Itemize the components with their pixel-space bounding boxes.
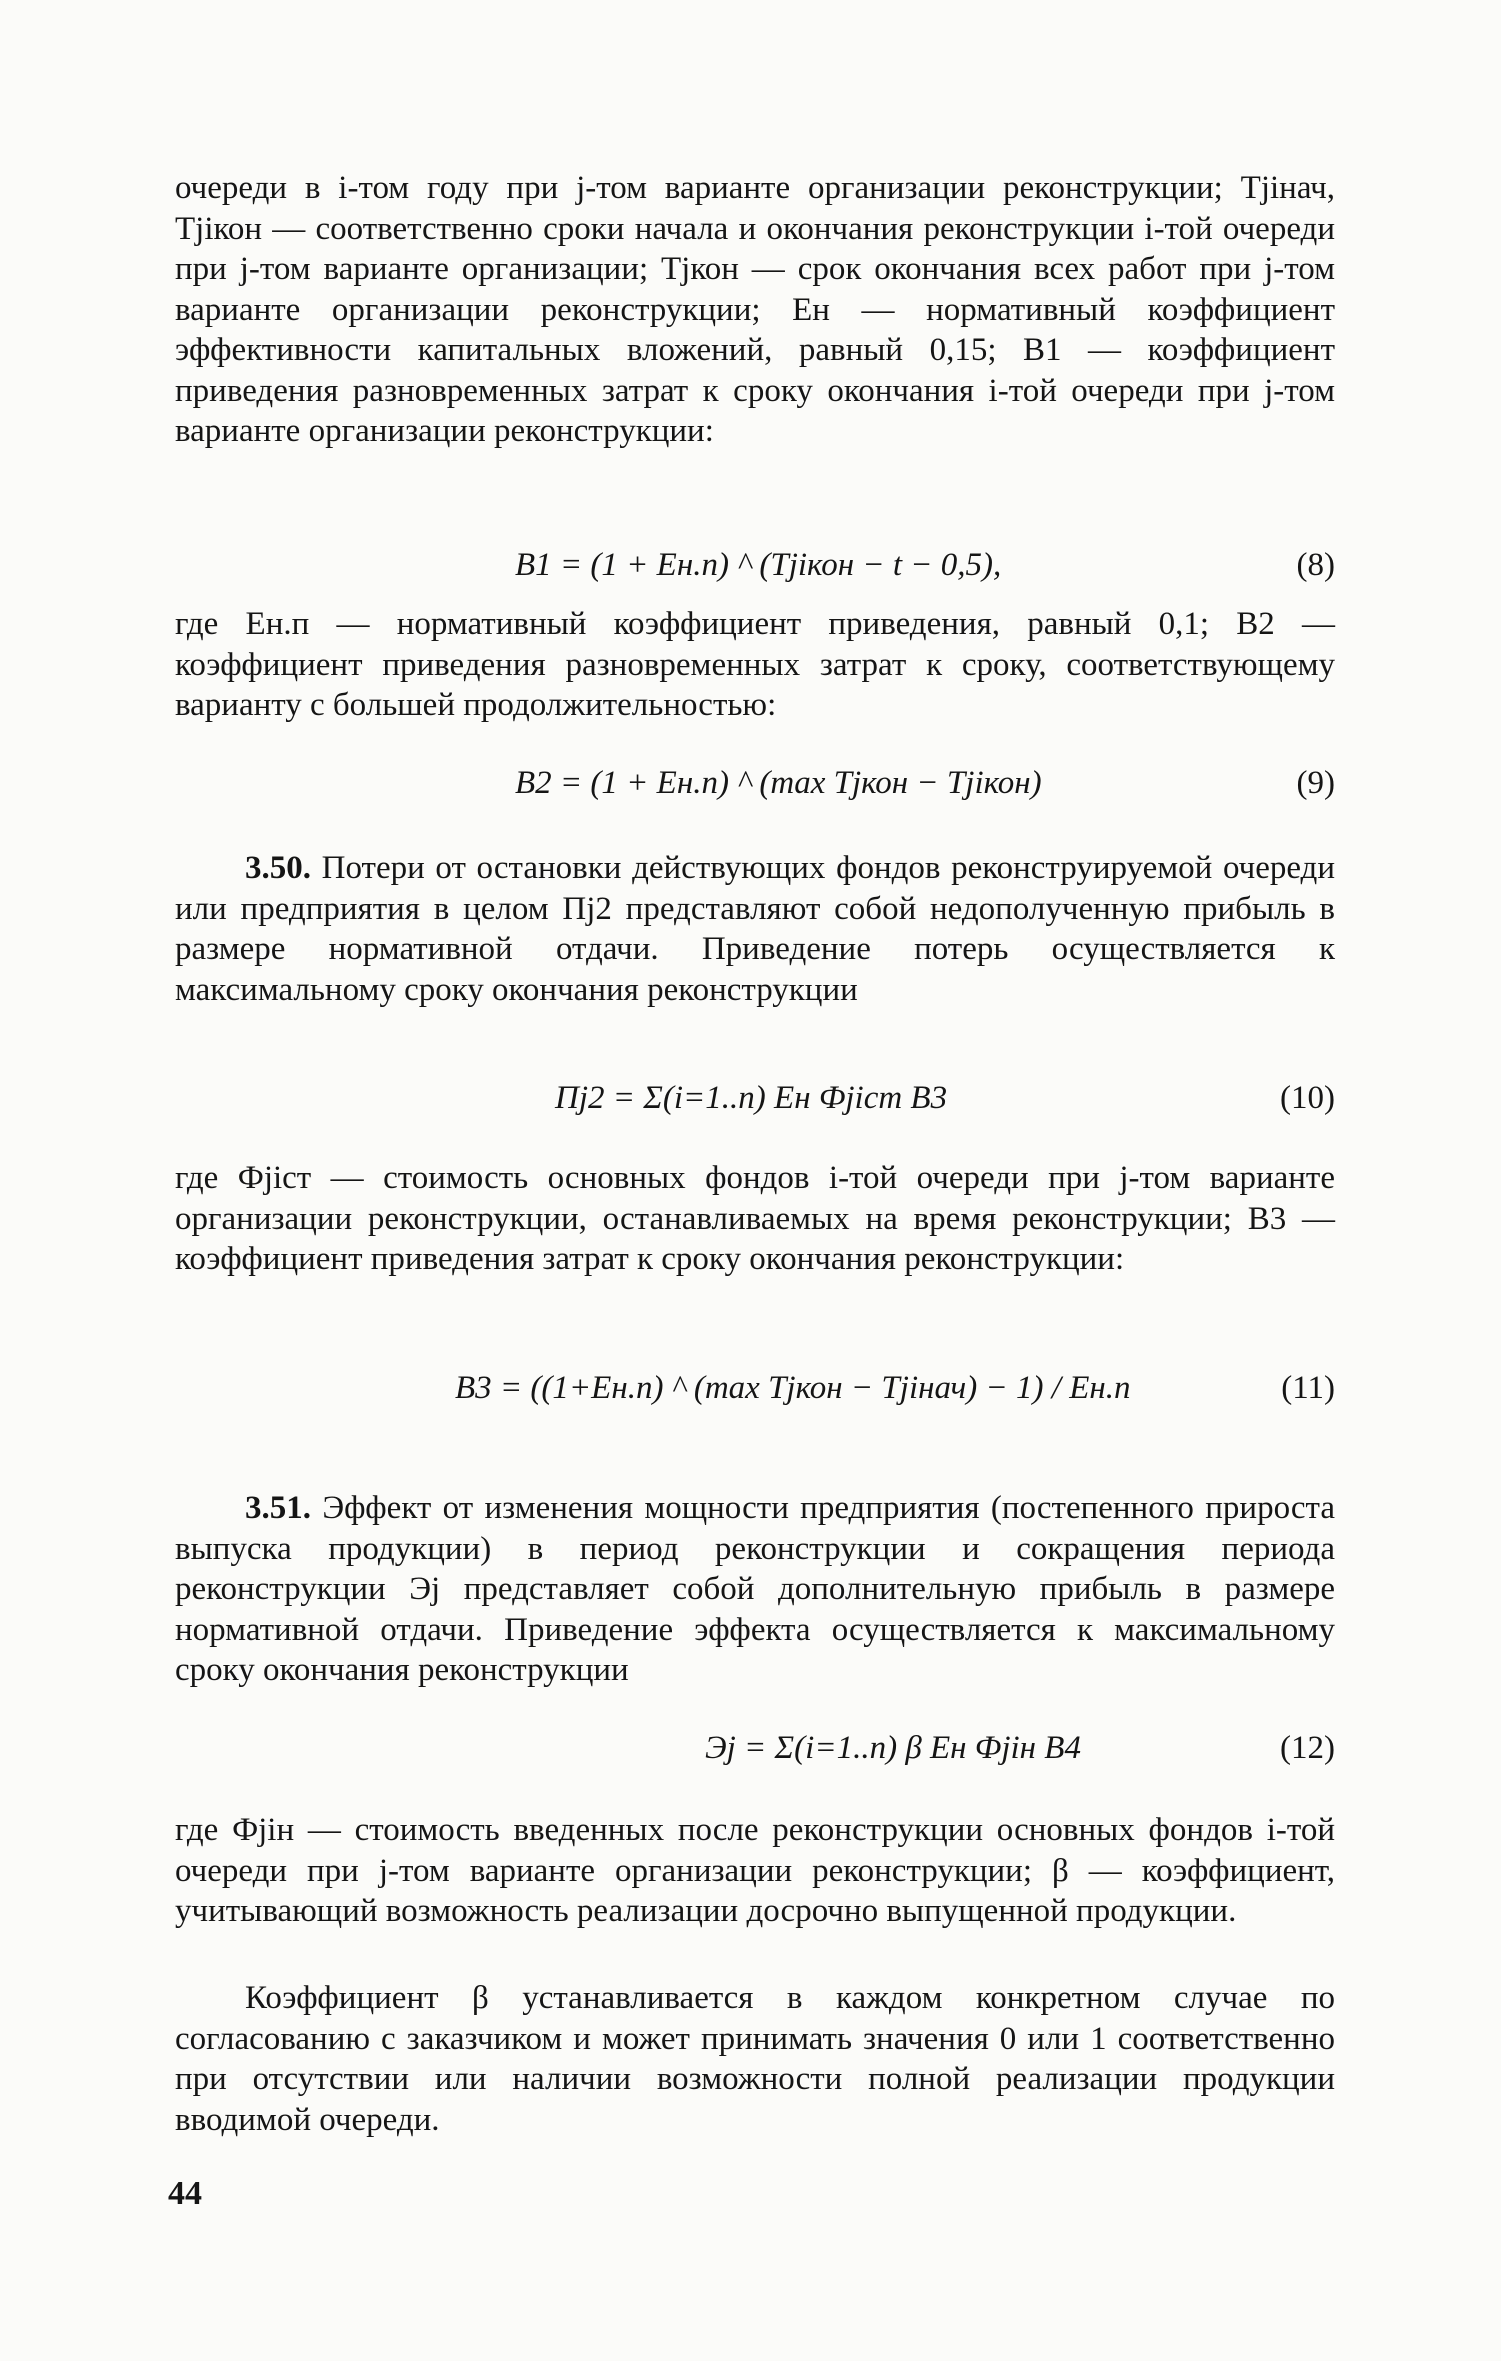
formula-11-number: (11) (1281, 1370, 1335, 1406)
paragraph-after-12 (175, 1810, 1335, 1932)
paragraph-intro (175, 168, 1335, 452)
formula-11 (175, 1340, 1335, 1440)
formula-12-expression: Эj = Σ(i=1..n) β Eн Фjiн B4 (705, 1730, 1081, 1766)
formula-8-expression: B1 = (1 + Eн.п) ^ (Tjiкон − t − 0,5), (515, 547, 1002, 583)
paragraph-after-8-text: где Eн.п — нормативный коэффициент приведения, равный 0,1; B2 — коэффициент приведения разновременных затрат к сроку, соответствующему варианту с большей продолжительностью: (175, 606, 1335, 723)
section-3-50-text: Потери от остановки действующих фондов реконструируемой очереди или предприятия в целом Пj2 представляют собой недополученную прибыль в размере нормативной отдачи. Приведение потерь осуществляется к максимальному сроку окончания реконструкции (175, 850, 1336, 1008)
formula-9 (175, 755, 1335, 815)
section-3-50-number: 3.50. (245, 850, 311, 886)
formula-9-expression: B2 = (1 + Eн.п) ^ (max Tjкон − Tjiкон) (515, 765, 1042, 801)
formula-8 (175, 535, 1335, 595)
section-3-51-text: Эффект от изменения мощности предприятия (постепенного прироста выпуска продукции) в период реконструкции и сокращения периода реконструкции Эj представляет собой дополнительную прибыль в размере нормативной отдачи. Приведение эффекта осуществляется к максимальному сроку окончания реконструкции (175, 1490, 1336, 1688)
formula-10-number: (10) (1280, 1080, 1335, 1116)
section-3-50 (175, 848, 1335, 1010)
paragraph-after-12-text: где Фjiн — стоимость введенных после реконструкции основных фондов i-той очереди при j-том варианте организации реконструкции; β — коэффициент, учитывающий возможность реализации досрочно выпущенной продукции. (175, 1812, 1335, 1929)
paragraph-final-text: Коэффициент β устанавливается в каждом конкретном случае по согласованию с заказчиком и может принимать значения 0 или 1 соответственно при отсутствии или наличии возможности полной реализации продукции вводимой очереди. (175, 1980, 1335, 2138)
paragraph-intro-text: очереди в i-том году при j-том варианте организации реконструкции; Tjiнач, Tjiкон — соответственно сроки начала и окончания реконструкции i-той очереди при j-том варианте организации; Tjкон — срок окончания всех работ при j-том варианте организации реконструкции; Eн — нормативный коэффициент эффективности капитальных вложений, равный 0,15; B1 — коэффициент приведения разновременных затрат к сроку окончания i-той очереди при j-том варианте организации реконструкции: (175, 170, 1335, 449)
paragraph-after-10 (175, 1158, 1335, 1280)
page-number: 44 (168, 2175, 202, 2212)
section-3-51-number: 3.51. (245, 1490, 311, 1526)
paragraph-final (175, 1978, 1335, 2140)
formula-10 (175, 1040, 1335, 1150)
formula-11-expression: B3 = ((1+Eн.п) ^ (max Tjкон − Tjiнач) − 1) / Eн.п (455, 1370, 1131, 1406)
formula-12 (175, 1690, 1335, 1800)
paragraph-after-8 (175, 604, 1335, 726)
section-3-51 (175, 1488, 1335, 1691)
paragraph-after-10-text: где Фjiст — стоимость основных фондов i-той очереди при j-том варианте организации реконструкции, останавливаемых на время реконструкции; B3 — коэффициент приведения затрат к сроку окончания реконструкции: (175, 1160, 1335, 1277)
formula-12-number: (12) (1280, 1730, 1335, 1766)
formula-10-expression: Пj2 = Σ(i=1..n) Eн Фjiст B3 (555, 1080, 948, 1116)
formula-9-number: (9) (1296, 765, 1335, 801)
formula-8-number: (8) (1296, 547, 1335, 583)
